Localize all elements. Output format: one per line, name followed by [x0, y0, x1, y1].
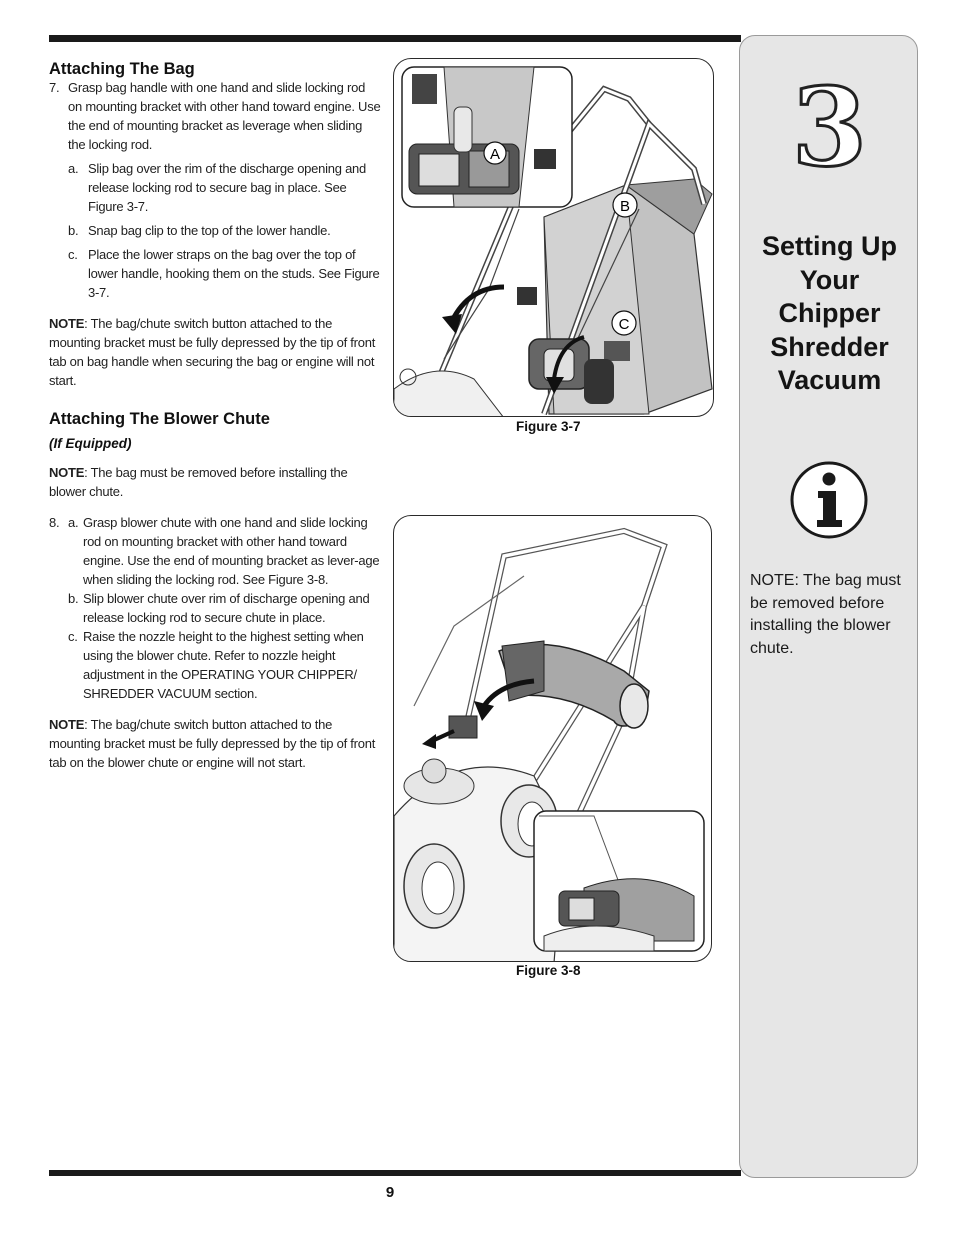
list-item — [49, 589, 382, 627]
chapter-title — [740, 230, 919, 398]
page-number: 9 — [385, 1184, 395, 1201]
chapter-title-line: Your — [799, 264, 860, 295]
sidebar-note: NOTE: The bag must be removed before installing the blower chute. — [750, 572, 901, 657]
item-letter: c. — [68, 629, 78, 644]
list-item — [49, 245, 382, 302]
note-paragraph — [49, 463, 382, 501]
info-icon — [789, 460, 869, 540]
item-text: Raise the nozzle height to the highest setting when using the blower chute. Refer to nozzle height adjustment in the OPERATING YOUR CHIPPER/ SHREDDER VACUUM section. — [83, 629, 364, 701]
chapter-number: 3 — [791, 65, 868, 191]
item-text: Grasp blower chute with one hand and slide locking rod on mounting bracket with other hand toward engine. Use the end of mounting bracket as lever-age when sliding the locking rod. See Figure 3-8. — [83, 515, 380, 587]
section-subheading: (If Equipped) — [49, 436, 132, 451]
item-letter: a. — [68, 515, 79, 530]
item-letter: b. — [68, 591, 79, 606]
item-letter: a. — [68, 161, 79, 176]
step-8-item-a — [49, 513, 382, 589]
section-attaching-bag — [49, 59, 382, 390]
figure-3-8-caption: Figure 3-8 — [516, 963, 581, 978]
chapter-title-line: Chipper — [778, 298, 881, 328]
figure-3-7 — [393, 58, 714, 417]
top-rule — [49, 35, 741, 42]
chapter-title-line: Setting Up — [762, 231, 897, 261]
note-label: NOTE — [49, 717, 85, 732]
step-number: 8. — [49, 515, 60, 530]
chapter-title-line: Vacuum — [777, 365, 882, 395]
list-item — [49, 159, 382, 216]
item-letter: b. — [68, 223, 79, 238]
callout-c-label: C — [618, 316, 630, 333]
callout-b-label: B — [619, 198, 631, 215]
note-paragraph — [49, 314, 382, 390]
note-text: : The bag/chute switch button attached to the mounting bracket must be fully depressed by the tip of front tab on the blower chute or engine will not start. — [49, 717, 376, 770]
step-text: Grasp bag handle with one hand and slide locking rod on mounting bracket with other hand toward engine. Use the end of mounting bracket as leverage when sliding the locking rod. — [68, 80, 381, 152]
section-heading: Attaching The Blower Chute — [49, 410, 270, 428]
note-paragraph — [49, 715, 382, 772]
callout-a-label: A — [489, 146, 501, 163]
figure-3-7-caption: Figure 3-7 — [516, 419, 581, 434]
figure-3-8-illustration — [394, 516, 712, 962]
list-item — [49, 627, 382, 703]
chapter-sidebar — [739, 35, 918, 1178]
note-label: NOTE — [49, 465, 85, 480]
note-text: : The bag/chute switch button attached to the mounting bracket must be fully depressed by the tip of front tab on bag handle when securing the bag or engine will not start. — [49, 316, 376, 388]
step-number: 7. — [49, 80, 60, 95]
chapter-title-line: Shredder — [770, 331, 889, 362]
item-text: Place the lower straps on the bag over the top of lower handle, hooking them on the studs. See Figure 3-7. — [88, 247, 380, 300]
figure-3-7-illustration — [394, 59, 714, 417]
item-letter: c. — [68, 247, 78, 262]
item-text: Slip bag over the rim of the discharge opening and release locking rod to secure bag in place. See Figure 3-7. — [88, 161, 367, 214]
list-item — [49, 221, 382, 240]
note-text: : The bag must be removed before installing the blower chute. — [49, 465, 348, 499]
step-7 — [49, 78, 382, 154]
section-heading: Attaching The Bag — [49, 60, 195, 78]
section-attaching-blower-chute — [49, 409, 382, 772]
bottom-rule — [49, 1170, 741, 1176]
figure-3-8 — [393, 515, 712, 962]
note-label: NOTE — [49, 316, 85, 331]
item-text: Slip blower chute over rim of discharge opening and release locking rod to secure chute in place. — [83, 591, 370, 625]
item-text: Snap bag clip to the top of the lower handle. — [88, 223, 331, 238]
